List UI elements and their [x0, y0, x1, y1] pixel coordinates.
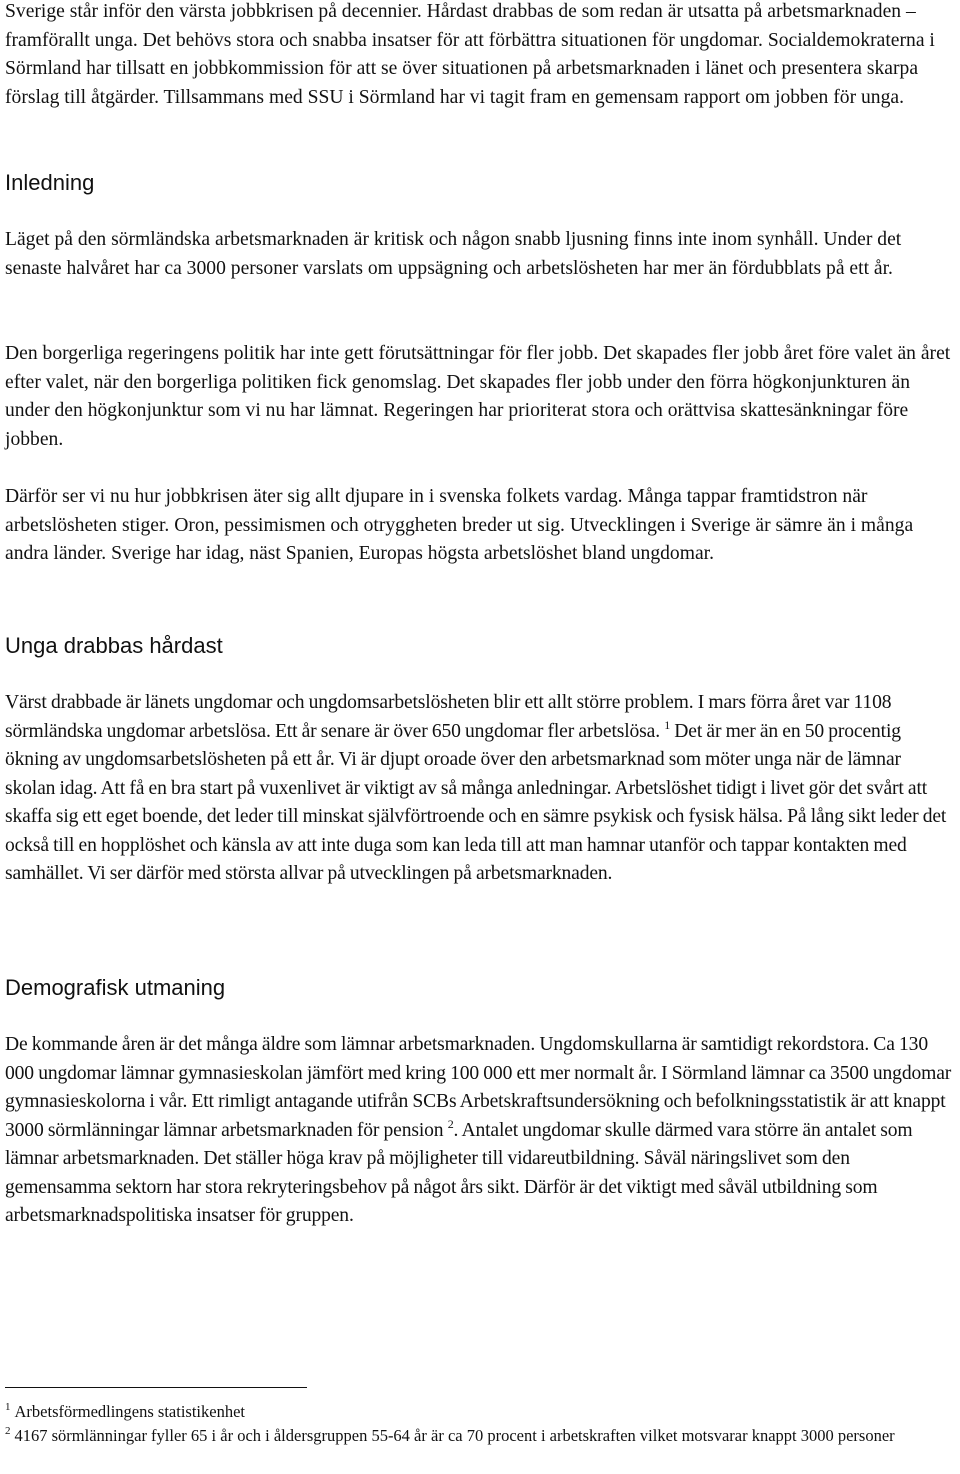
heading-inledning: Inledning	[5, 170, 95, 195]
footnote-number: 1	[5, 1401, 11, 1413]
footnote-text: Arbetsförmedlingens statistikenhet	[14, 1402, 245, 1421]
footnote-ref-2: 2	[447, 1116, 454, 1131]
paragraph-text-part: De kommande åren är det många äldre som lämnar arbetsmarknaden. Ungdomskullarna är samtidigt rekordstora. Ca 130 000 ungdomar lämnar gymnasieskolan jämfört med kring 100 000 ett mer normalt år. I Sörmland lämnar ca 3500 ungdomar gymnasieskolorna i vår. Ett rimligt antagande utifrån SCBs Arbetskraftsundersökning och befolkningsstatistik är att knappt 3000 sörmlänningar lämnar arbetsmarknaden för pension	[5, 1034, 952, 1141]
heading-demografisk-utmaning: Demografisk utmaning	[5, 975, 226, 1000]
paragraph-arbetsmarknad-lage: Läget på den sörmländska arbetsmarknaden är kritisk och någon snabb ljusning finns inte inom synhåll. Under det senaste halvåret har ca 3000 personer varslats om uppsägning och arbetslösheten har mer än fördubblats på ett år.	[5, 229, 902, 279]
paragraph-text-part: Det är mer än en 50 procentig ökning av ungdomsarbetslösheten på ett år. Vi är djupt oroade över den arbetsmarknad som möter unga när de lämnar skolan idag. Att få en bra start på vuxenlivet är viktigt av så många anledningar. Arbetslöshet tidigt i livet gör det svårt att skaffa sig ett eget boende, det leder till minskat självförtroende och en sämre psykisk och fysisk hälsa. På lång sikt leder det också till en hopplöshet och känsla av att inte duga som kan leda till att man hamnar utanför och tappar kontakten med samhället. Vi ser därför med största allvar på utvecklingen på arbetsmarknaden.	[5, 720, 947, 884]
paragraph-demografi	[5, 1031, 955, 1231]
footnote-2	[5, 1424, 945, 1447]
paragraph-ungdomsarbetsloshet	[5, 689, 955, 889]
paragraph-text-part: Värst drabbade är länets ungdomar och ungdomsarbetslösheten blir ett allt större problem. I mars förra året var 1108 sörmländska ungdomar arbetslösa. Ett år senare är över 650 ungdomar fler arbetslösa.	[5, 692, 892, 742]
footnote-text: 4167 sörmlänningar fyller 65 i år och i åldersgruppen 55-64 år är ca 70 procent i arbetskraften vilket motsvarar knappt 3000 personer	[14, 1426, 895, 1445]
paragraph-jobbkrisen: Därför ser vi nu hur jobbkrisen äter sig allt djupare in i svenska folkets vardag. Många tappar framtidstron när arbetslösheten stiger. Oron, pessimismen och otryggheten breder ut sig. Utvecklingen i Sverige är sämre än i många andra länder. Sverige har idag, näst Spanien, Europas högsta arbetslöshet bland ungdomar.	[5, 486, 914, 564]
paragraph-borgerlig-politik: Den borgerliga regeringens politik har inte gett förutsättningar för fler jobb. Det skapades fler jobb året före valet än året efter valet, när den borgerliga politiken fick genomslag. Det skapades fler jobb under den förra högkonjunkturen än under den högkonjunktur som vi nu har lämnat. Regeringen har prioriterat stora och orättvisa skattesänkningar före jobben.	[5, 343, 951, 450]
footnote-1	[5, 1400, 945, 1423]
footnote-ref-1: 1	[664, 717, 671, 732]
footnote-separator	[5, 1387, 307, 1388]
heading-unga-drabbas: Unga drabbas hårdast	[5, 633, 223, 658]
intro-paragraph: Sverige står inför den värsta jobbkrisen på decennier. Hårdast drabbas de som redan är utsatta på arbetsmarknaden – framförallt unga. Det behövs stora och snabba insatser för att förbättra situationen för ungdomar. Socialdemokraterna i Sörmland har tillsatt en jobbkommission för att se över situationen på arbetsmarknaden i länet och presentera skarpa förslag till åtgärder. Tillsammans med SSU i Sörmland har vi tagit fram en gemensam rapport om jobben för unga.	[5, 1, 935, 108]
footnote-number: 2	[5, 1425, 11, 1437]
paragraph-text-part: . Antalet ungdomar skulle därmed vara större än antalet som lämnar arbetsmarknaden. Det ställer höga krav på möjligheter till vidareutbildning. Såväl näringslivet som den gemensamma sektorn har stora rekryteringsbehov på något års sikt. Därför är det viktigt med såväl utbildning som arbetsmarknadspolitiska insatser för gruppen.	[5, 1119, 913, 1226]
